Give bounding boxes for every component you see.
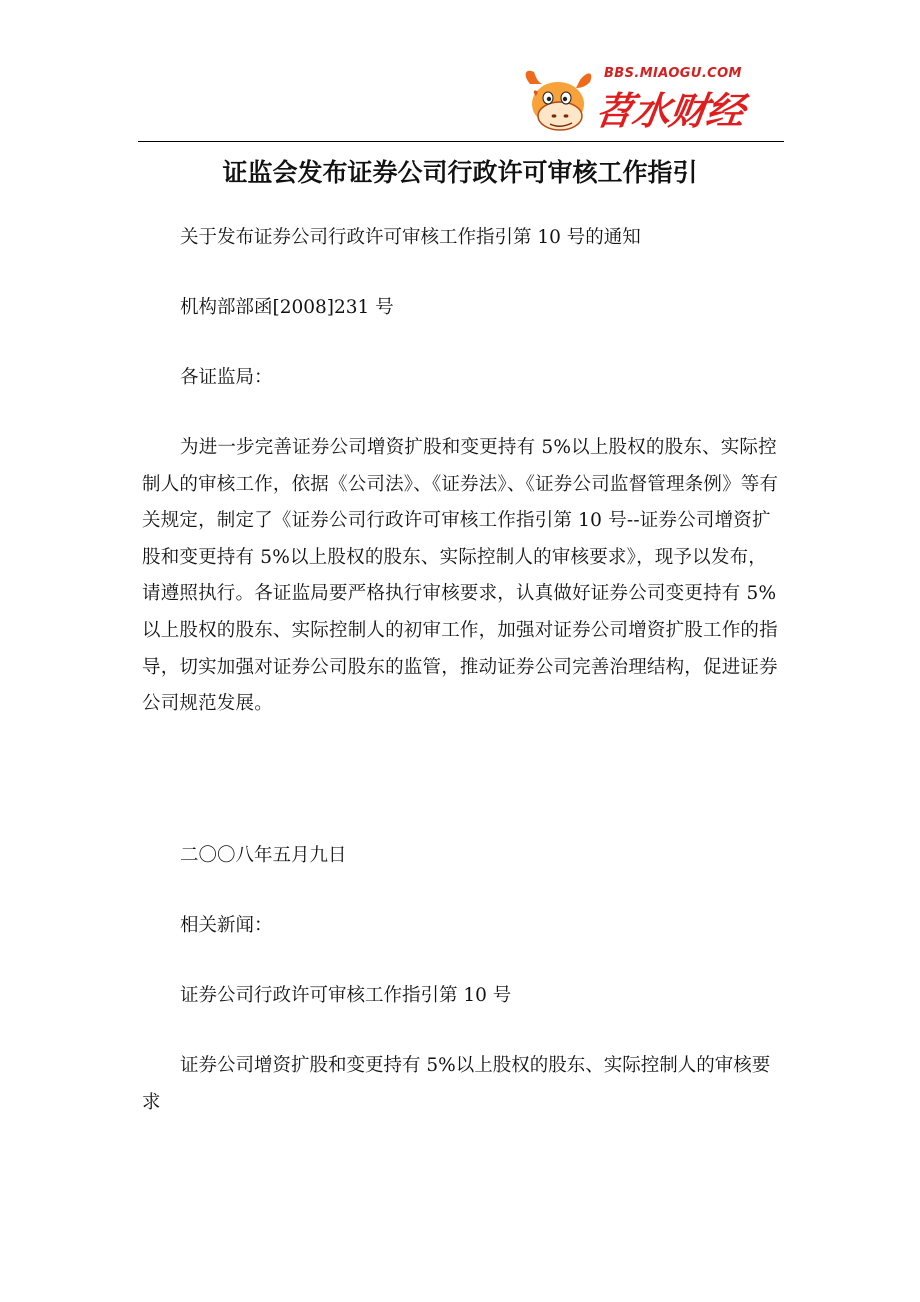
logo-name-text: 苕水财经: [592, 89, 747, 133]
header-divider: [138, 141, 784, 142]
related-news-label: 相关新闻：: [180, 915, 273, 936]
bull-mascot-icon: [520, 66, 596, 136]
page-header: [0, 0, 920, 145]
related-news-link-1[interactable]: 证券公司行政许可审核工作指引第 10 号: [180, 985, 512, 1006]
issue-date: 二〇〇八年五月九日: [180, 845, 347, 866]
notice-body: 为进一步完善证券公司增资扩股和变更持有 5%以上股权的股东、实际控制人的审核工作，依据《公司法》、《证券法》、《证券公司监督管理条例》等有关规定，制定了《证券公司行政许可审核工作指引第 10 号--证券公司增资扩股和变更持有 5%以上股权的股东、实际控制人的审核要求》，现予以发布，请遵照执行。各证监局要严格执行审核要求，认真做好证券公司变更持有 5%以上股权的股东、实际控制人的初审工作，加强对证券公司增资扩股工作的指导，切实加强对证券公司股东的监管，推动证券公司完善治理结构，促进证券公司规范发展。: [142, 437, 779, 715]
document-number: 机构部部函[2008]231 号: [180, 297, 394, 318]
document-title: 证监会发布证券公司行政许可审核工作指引: [222, 158, 698, 187]
notice-title: 关于发布证券公司行政许可审核工作指引第 10 号的通知: [180, 227, 641, 248]
salutation: 各证监局：: [180, 367, 273, 388]
site-logo[interactable]: [520, 62, 770, 142]
logo-url-text: BBS.MIAOGU.COM: [604, 66, 742, 81]
related-news-link-2[interactable]: 证券公司增资扩股和变更持有 5%以上股权的股东、实际控制人的审核要求: [142, 1055, 771, 1113]
